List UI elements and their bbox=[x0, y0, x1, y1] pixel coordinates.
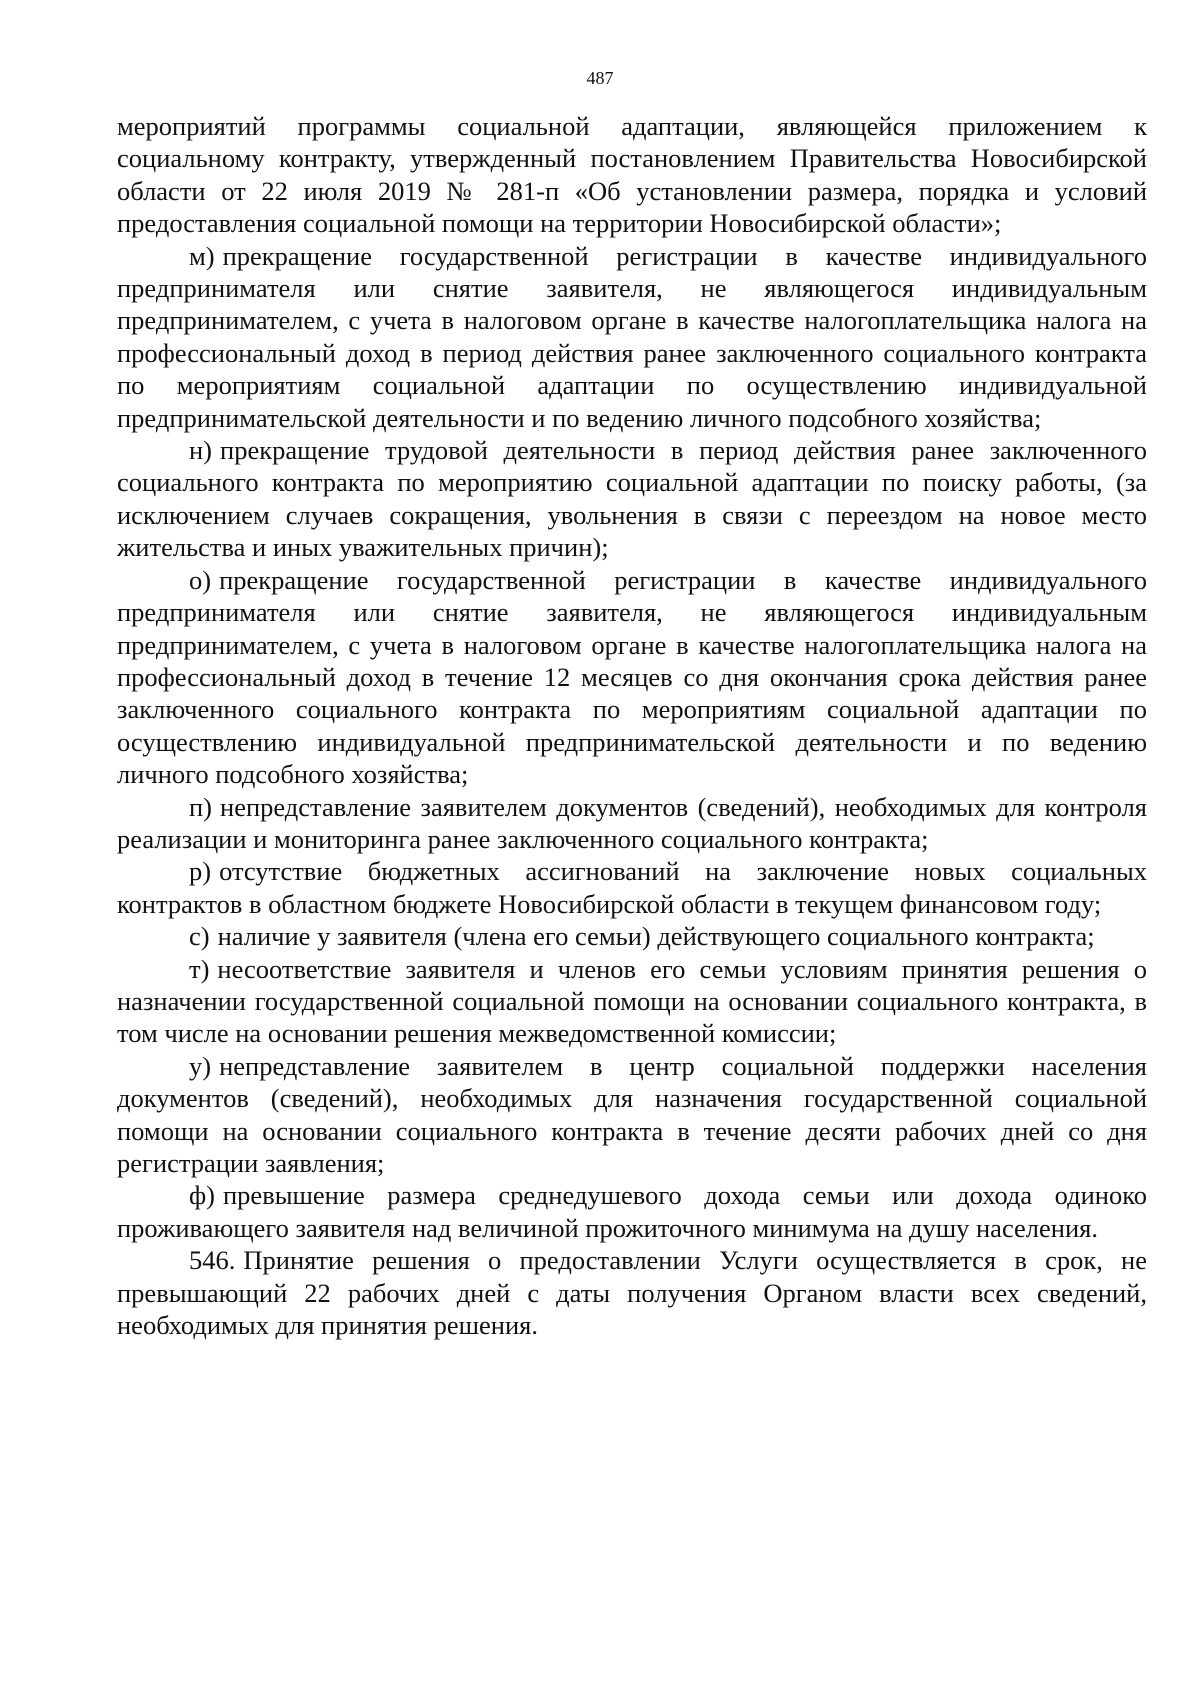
item-marker: м) bbox=[189, 240, 215, 271]
paragraph-item-r bbox=[117, 855, 1147, 920]
paragraph-item-f bbox=[117, 1179, 1147, 1244]
paragraph-text: Принятие решения о предоставлении Услуги осуществляется в срок, не превышающий 22 рабочих дней с даты получения Органом власти всех сведений, необходимых для принятия решения. bbox=[117, 1245, 1147, 1341]
clause-number: 546. bbox=[189, 1245, 236, 1276]
paragraph-text: отсутствие бюджетных ассигнований на заключение новых социальных контрактов в областном бюджете Новосибирской области в текущем финансовом году; bbox=[117, 856, 1147, 919]
paragraph-546 bbox=[117, 1244, 1147, 1341]
item-marker: ф) bbox=[189, 1180, 215, 1211]
paragraph-text: прекращение государственной регистрации в качестве индивидуального предпринимателя или снятие заявителя, не являющегося индивидуальным предпринимателем, с учета в налоговом органе в качестве налогоплательщика налога на профессиональный доход в течение 12 месяцев со дня окончания срока действия ранее заключенного социального контракта по мероприятиям социальной адаптации по осуществлению индивидуальной предпринимательской деятельности и по ведению личного подсобного хозяйства; bbox=[117, 564, 1147, 790]
paragraph-text: прекращение государственной регистрации в качестве индивидуального предпринимателя или снятие заявителя, не являющегося индивидуальным предпринимателем, с учета в налоговом органе в качестве налогоплательщика налога на профессиональный доход в период действия ранее заключенного социального контракта по мероприятиям социальной адаптации по осуществлению индивидуальной предпринимательской деятельности и по ведению личного подсобного хозяйства; bbox=[117, 240, 1147, 433]
item-marker: у) bbox=[189, 1050, 212, 1081]
paragraph-text: несоответствие заявителя и членов его семьи условиям принятия решения о назначении государственной социальной помощи на основании социального контракта, в том числе на основании решения межведомственной комиссии; bbox=[117, 953, 1147, 1049]
item-marker: п) bbox=[189, 791, 213, 822]
item-marker: с) bbox=[189, 921, 210, 952]
paragraph-text: непредставление заявителем документов (сведений), необходимых для контроля реализации и мониторинга ранее заключенного социального контракта; bbox=[117, 791, 1147, 854]
item-marker: о) bbox=[189, 564, 212, 595]
paragraph-item-m bbox=[117, 240, 1147, 434]
page-number: 487 bbox=[586, 68, 614, 88]
paragraph-text: прекращение трудовой деятельности в период действия ранее заключенного социального контракта по мероприятию социальной адаптации по поиску работы, (за исключением случаев сокращения, увольнения в связи с переездом на новое место жительства и иных уважительных причин); bbox=[117, 435, 1147, 563]
item-marker: т) bbox=[189, 953, 210, 984]
paragraph-continuation bbox=[117, 110, 1147, 240]
paragraph-item-o bbox=[117, 564, 1147, 791]
paragraph-item-s bbox=[117, 920, 1147, 952]
paragraph-text: непредставление заявителем в центр социальной поддержки населения документов (сведений), необходимых для назначения государственной социальной помощи на основании социального контракта в течение десяти рабочих дней со дня регистрации заявления; bbox=[117, 1050, 1147, 1178]
document-body bbox=[117, 110, 1147, 1341]
paragraph-text: наличие у заявителя (члена его семьи) действующего социального контракта; bbox=[217, 921, 1095, 952]
paragraph-item-n bbox=[117, 434, 1147, 564]
paragraph-text: превышение размера среднедушевого дохода семьи или дохода одиноко проживающего заявителя над величиной прожиточного минимума на душу населения. bbox=[117, 1180, 1147, 1243]
paragraph-item-t bbox=[117, 953, 1147, 1050]
paragraph-item-u bbox=[117, 1050, 1147, 1180]
item-marker: н) bbox=[189, 435, 213, 466]
paragraph-item-p bbox=[117, 791, 1147, 856]
item-marker: р) bbox=[189, 856, 212, 887]
paragraph-text: мероприятий программы социальной адаптации, являющейся приложением к социальному контракту, утвержденный постановлением Правительства Новосибирской области от 22 июля 2019 № 281-п «Об установлении размера, порядка и условий предоставления социальной помощи на территории Новосибирской области»; bbox=[117, 111, 1147, 239]
